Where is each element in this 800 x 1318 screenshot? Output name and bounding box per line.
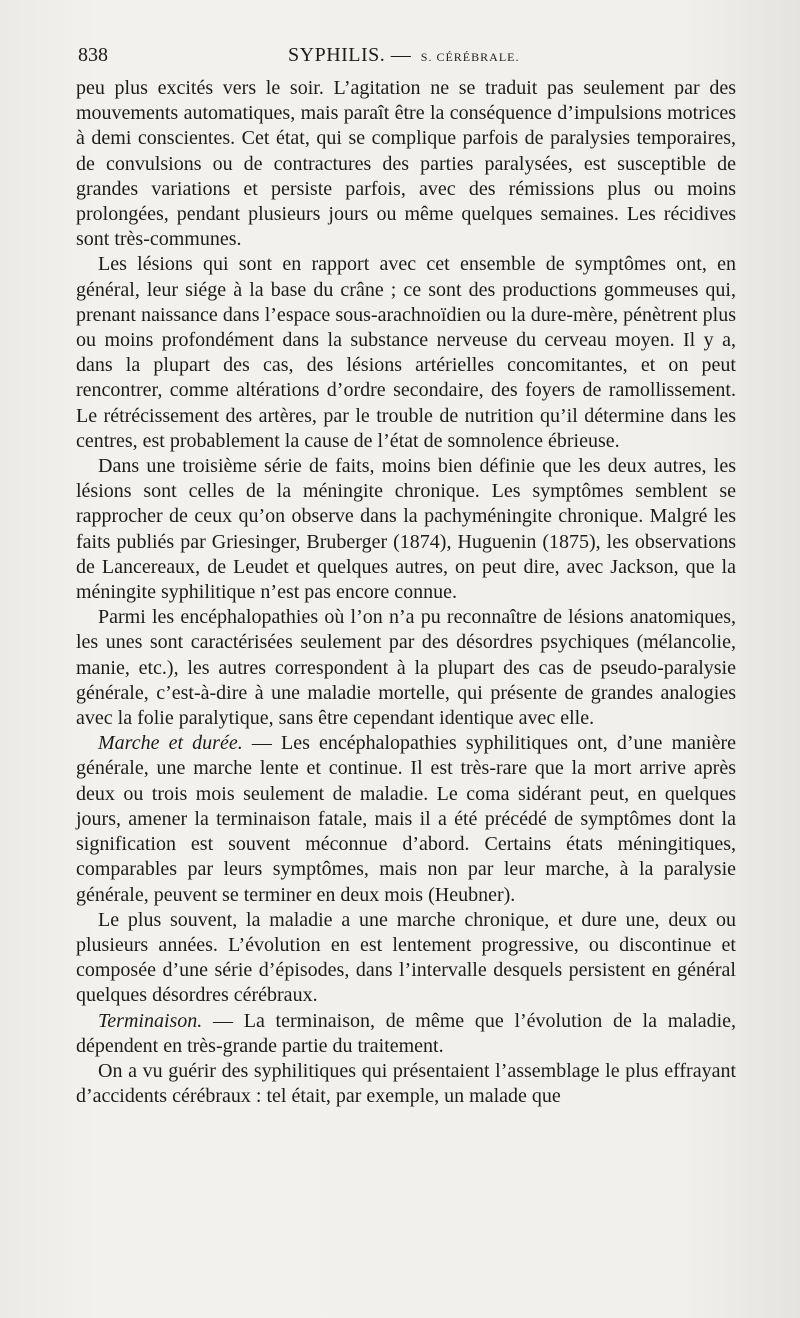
body-text	[76, 76, 736, 1109]
section-heading-terminaison: Terminaison.	[98, 1009, 203, 1032]
section-heading-marche: Marche et durée.	[98, 732, 243, 755]
paragraph-guerison: On a vu guérir des syphilitiques qui présentaient l’assemblage le plus effrayant d’accidents cérébraux : tel était, par exemple, un malade que	[76, 1059, 736, 1108]
running-header	[78, 38, 738, 78]
paragraph-continued: peu plus excités vers le soir. L’agitation ne se traduit pas seulement par des mouvements automatiques, mais paraît être la conséquence d’impulsions motrices à demi conscientes. Cet état, qui se complique parfois de paralysies temporaires, de convulsions ou de contractures des parties paralysées, est susceptible de grandes variations et persiste parfois, avec des rémissions plus ou moins prolongées, pendant plusieurs jours ou même quelques semaines. Les récidives sont très-communes.	[76, 77, 736, 251]
section-subtitle: S. CÉRÉBRALE.	[420, 50, 520, 64]
chapter-title: SYPHILIS.	[288, 44, 386, 66]
paragraph-meningite: Dans une troisième série de faits, moins bien définie que les deux autres, les lésions sont celles de la méningite chronique. Les symptômes semblent se rapprocher de ceux qu’on observe dans la pachyméningite chronique. Malgré les faits publiés par Griesinger, Bruberger (1874), Huguenin (1875), les observations de Lancereaux, de Leudet et quelques autres, on peut dire, avec Jackson, que la méningite syphilitique n’est pas encore connue.	[76, 455, 736, 604]
page-number: 838	[78, 44, 108, 66]
paragraph-lesions: Les lésions qui sont en rapport avec cet ensemble de symptômes ont, en général, leur siége à la base du crâne ; ce sont des productions gommeuses qui, prenant naissance dans l’espace sous-arachnoïdien ou la dure-mère, pénètrent plus ou moins profondément dans la substance nerveuse du cerveau moyen. Il y a, dans la plupart des cas, des lésions artérielles concomitantes, et on peut rencontrer, comme altérations d’ordre secondaire, des foyers de ramollissement. Le rétrécissement des artères, par le trouble de nutrition qu’il détermine dans les centres, est probablement la cause de l’état de somnolence ébrieuse.	[76, 253, 736, 452]
paragraph-encephalopathies: Parmi les encéphalopathies où l’on n’a pu reconnaître de lésions anatomiques, les unes sont caractérisées seulement par des désordres psychiques (mélancolie, manie, etc.), les autres correspondent à la plupart des cas de pseudo-paralysie générale, c’est-à-dire à une maladie mortelle, qui présente de grandes analogies avec la folie paralytique, sans être cependant identique avec elle.	[76, 606, 736, 730]
paragraph-chronique: Le plus souvent, la maladie a une marche chronique, et dure une, deux ou plusieurs années. L’évolution en est lentement progressive, ou discontinue et composée d’une série d’épisodes, dans l’intervalle desquels persistent en général quelques désordres cérébraux.	[76, 908, 736, 1007]
paragraph-terminaison: Terminaison. — La terminaison, de même que l’évolution de la maladie, dépendent en très-grande partie du traitement.	[76, 1009, 736, 1057]
running-title	[288, 44, 519, 67]
paragraph-marche-duree: Marche et durée. — Les encéphalopathies syphilitiques ont, d’une manière générale, une marche lente et continue. Il est très-rare que la mort arrive après deux ou trois mois seulement de maladie. Le coma sidérant peut, en quelques jours, amener la terminaison fatale, mais il a été précédé de symptômes dont la signification est souvent méconnue d’abord. Certains états méningitiques, comparables par leurs symptômes, mais non par leur marche, à la paralysie générale, peuvent se terminer en deux mois (Heubner).	[76, 732, 736, 906]
title-separator: —	[390, 44, 412, 66]
